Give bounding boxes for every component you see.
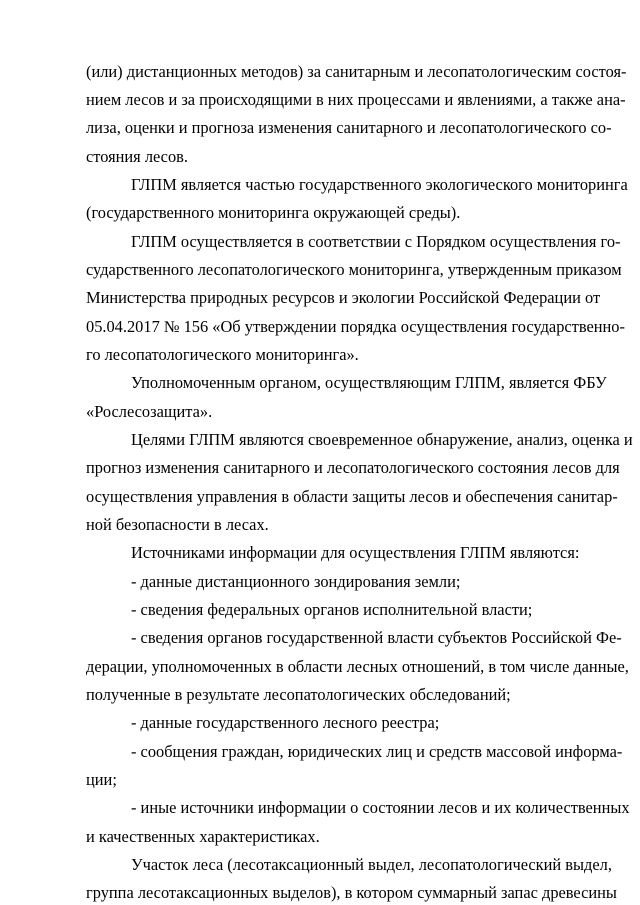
text-line: - сообщения граждан, юридических лиц и средств массовой информа- <box>131 742 623 761</box>
text-line: - иные источники информации о состоянии лесов и их количественных <box>131 798 630 817</box>
text-line: осуществления управления в области защиты лесов и обеспечения санитар- <box>86 487 618 506</box>
text-line: нием лесов и за происходящими в них процессами и явлениями, а также ана- <box>86 90 626 109</box>
text-line: го лесопатологического мониторинга». <box>86 345 359 364</box>
text-line: стояния лесов. <box>86 147 188 166</box>
text-line: Министерства природных ресурсов и экологии Российской Федерации от <box>86 288 601 307</box>
text-line: Целями ГЛПМ являются своевременное обнаружение, анализ, оценка и <box>131 430 633 449</box>
text-line: и качественных характеристиках. <box>86 827 320 846</box>
text-line: лиза, оценки и прогноза изменения санитарного и лесопатологического со- <box>86 118 612 137</box>
text-line: дерации, уполномоченных в области лесных отношений, в том числе данные, <box>86 657 629 676</box>
text-line: группа лесотаксационных выделов), в котором суммарный запас древесины <box>86 883 617 902</box>
text-line: сударственного лесопатологического мониторинга, утвержденным приказом <box>86 260 622 279</box>
text-line: - данные государственного лесного реестра; <box>131 713 440 732</box>
text-line: полученные в результате лесопатологических обследований; <box>86 685 511 704</box>
text-line: Участок леса (лесотаксационный выдел, лесопатологический выдел, <box>131 855 612 874</box>
text-line: 05.04.2017 № 156 «Об утверждении порядка осуществления государственно- <box>86 317 625 336</box>
text-line: (государственного мониторинга окружающей среды). <box>86 203 461 222</box>
text-line: - данные дистанционного зондирования земли; <box>131 572 461 591</box>
text-line: ГЛПМ осуществляется в соответствии с Порядком осуществления го- <box>131 232 621 251</box>
text-line: (или) дистанционных методов) за санитарным и лесопатологическим состоя- <box>86 62 627 81</box>
text-line: ной безопасности в лесах. <box>86 515 269 534</box>
text-line: - сведения федеральных органов исполнительной власти; <box>131 600 533 619</box>
text-line: Источниками информации для осуществления ГЛПМ являются: <box>131 543 580 562</box>
text-line: ции; <box>86 770 117 789</box>
text-line: ГЛПМ является частью государственного экологического мониторинга <box>131 175 628 194</box>
text-line: «Рослесозащита». <box>86 402 213 421</box>
text-line: прогноз изменения санитарного и лесопатологического состояния лесов для <box>86 458 620 477</box>
text-line: Уполномоченным органом, осуществляющим ГЛПМ, является ФБУ <box>131 373 607 392</box>
text-line: - сведения органов государственной власти субъектов Российской Фе- <box>131 628 622 647</box>
